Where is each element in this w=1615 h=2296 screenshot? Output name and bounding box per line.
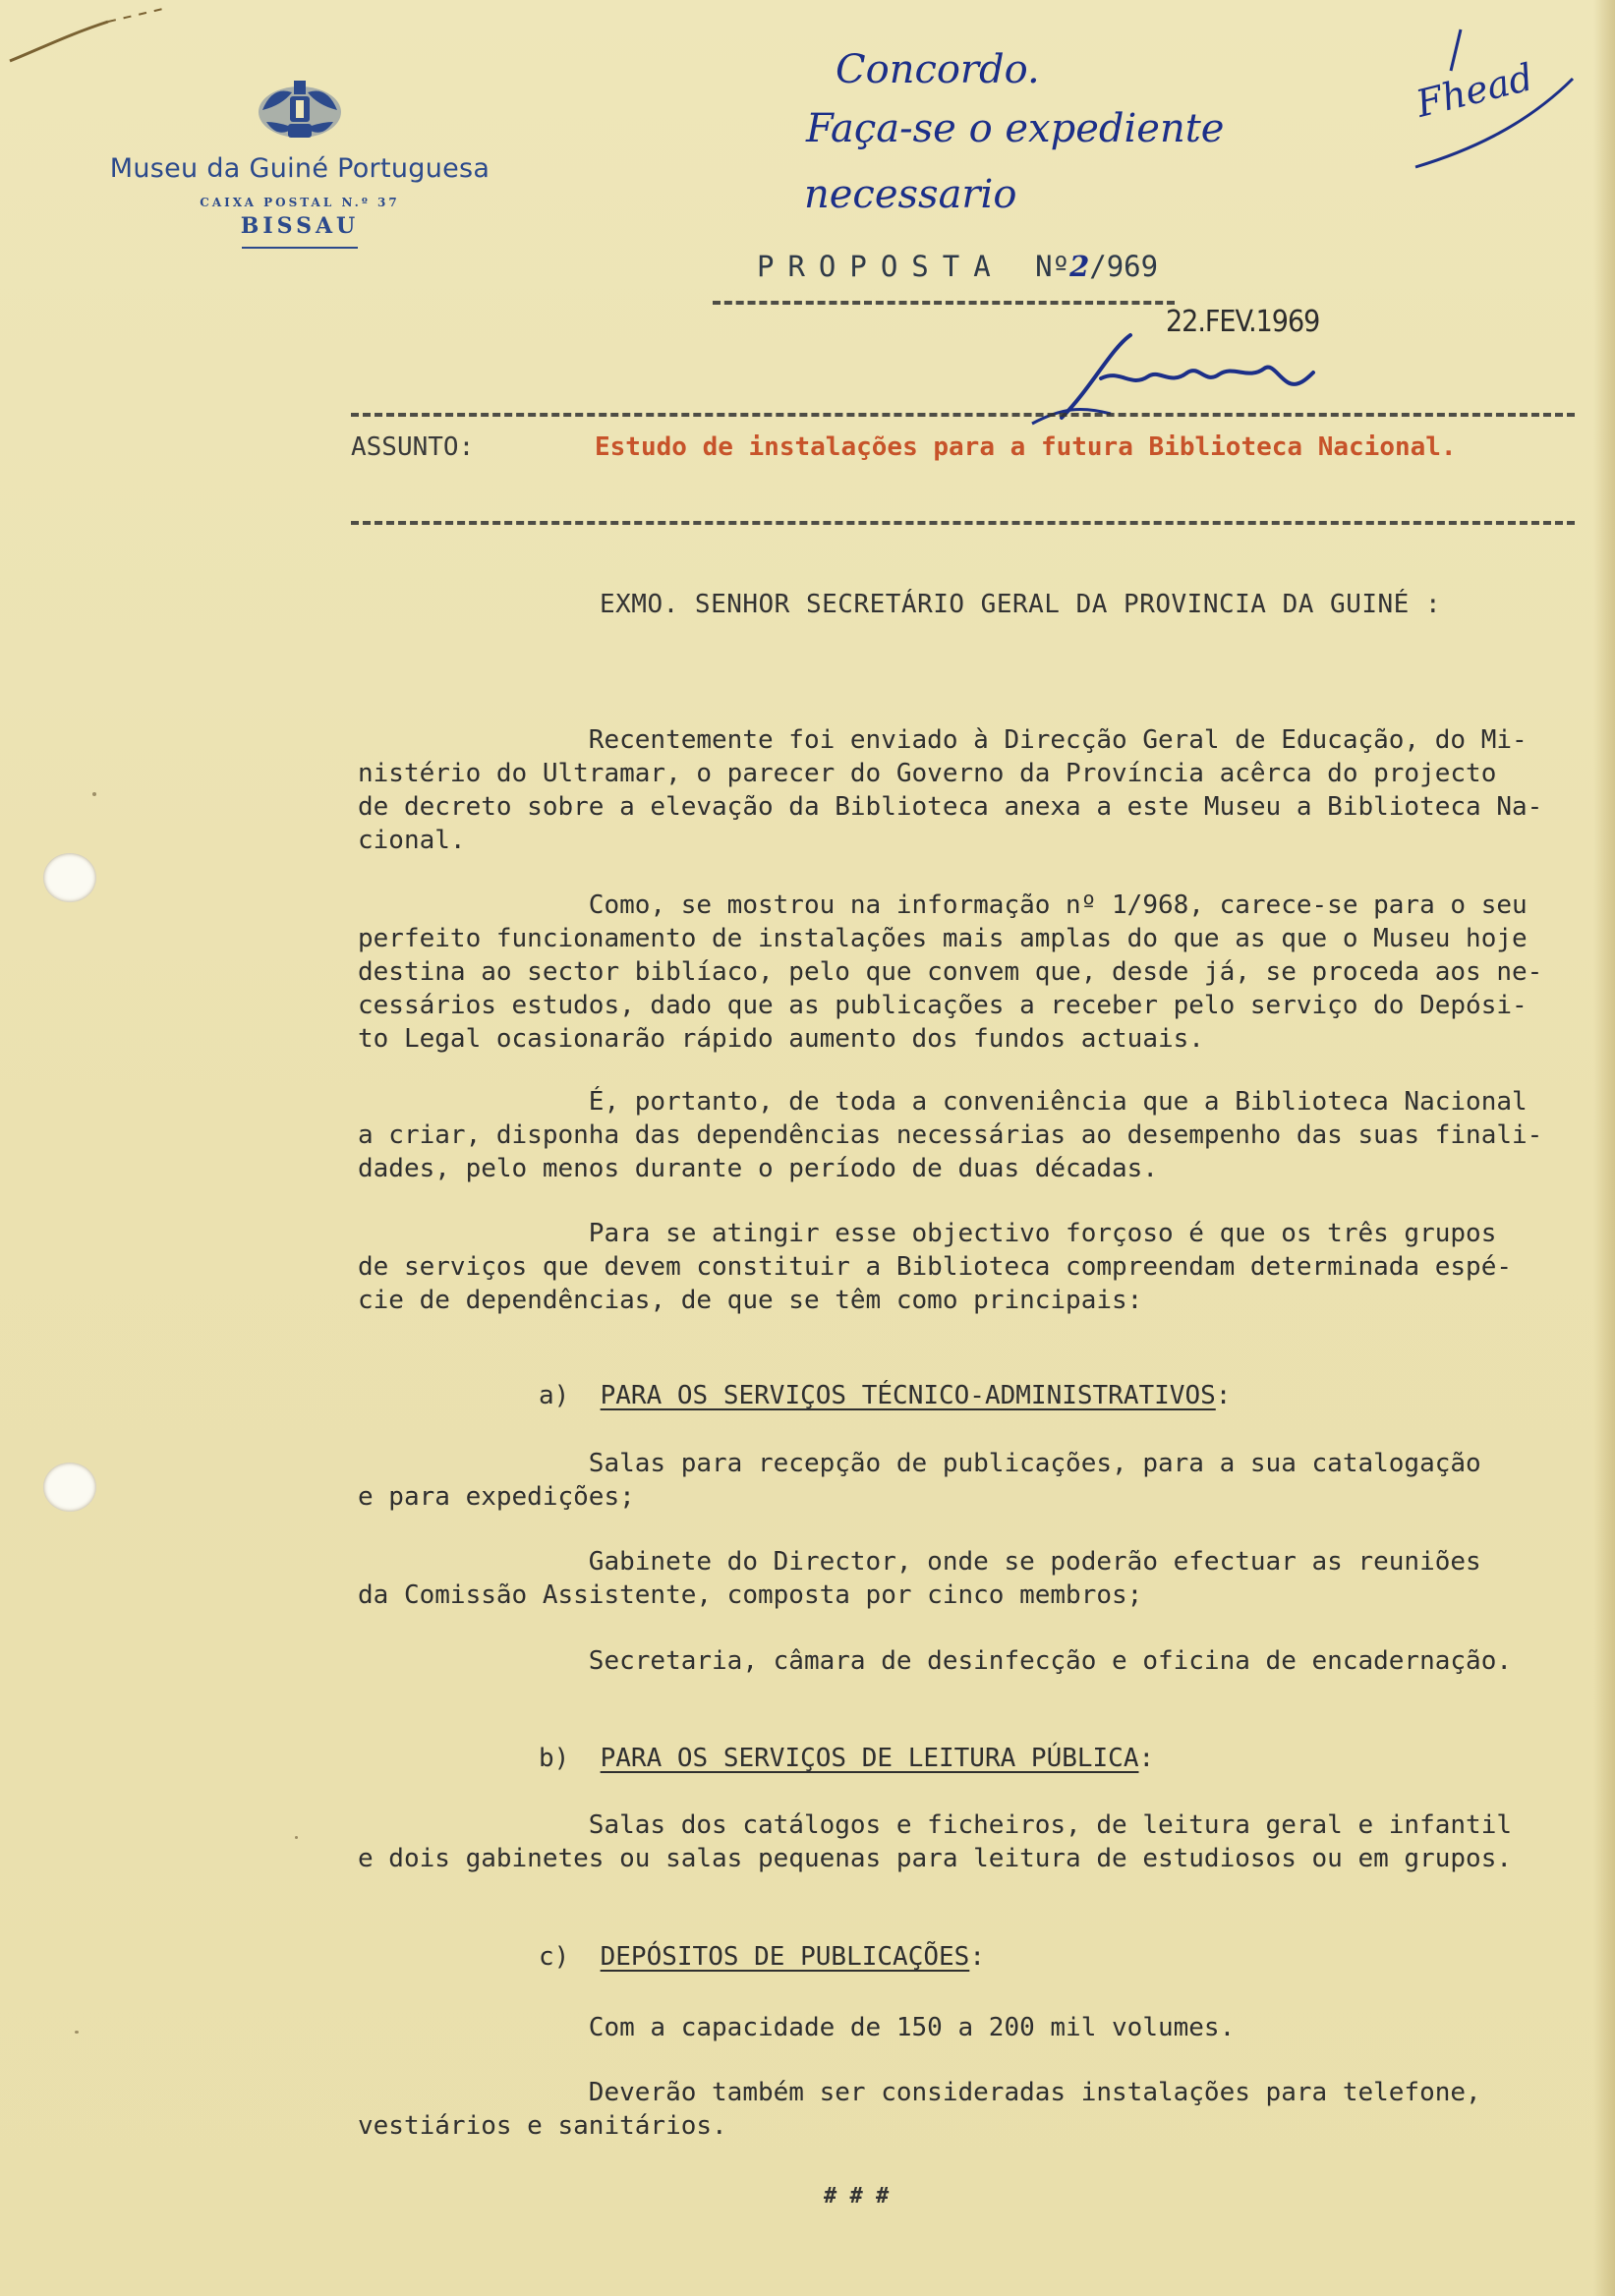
section-c-paragraph-2: Deverão também ser consideradas instalações para telefone, vestiários e sanitários. — [358, 2078, 1481, 2141]
footer-mark: # # # — [824, 2184, 890, 2209]
corner-pencil-mark — [0, 0, 187, 79]
subject-rule-bottom — [351, 521, 1575, 525]
section-c-letter: c) — [539, 1942, 570, 1972]
proposta-label: PROPOSTA — [757, 250, 1005, 283]
date-stamp: 22.FEV.1969 — [1166, 305, 1320, 339]
section-a-heading — [539, 1381, 1231, 1410]
proposta-number-handwritten: 2 — [1069, 250, 1090, 283]
section-a-colon: : — [1215, 1381, 1232, 1410]
paper-speck — [295, 1836, 298, 1839]
section-b-heading — [539, 1744, 1154, 1773]
paper-speck — [92, 792, 96, 796]
section-a-title: PARA OS SERVIÇOS TÉCNICO-ADMINISTRATIVOS — [600, 1381, 1216, 1410]
handwritten-flourish — [1406, 20, 1592, 187]
section-b-title: PARA OS SERVIÇOS DE LEITURA PÚBLICA — [600, 1744, 1139, 1773]
letterhead — [79, 71, 521, 249]
paragraph-1: Recentemente foi enviado à Direcção Geral de Educação, do Mi- nistério do Ultramar, o parecer do Governo da Província acêrca do projecto de decreto sobre a elevação da Biblioteca anexa a este Museu a Biblioteca Na- cional. — [358, 725, 1543, 855]
section-b-letter: b) — [539, 1744, 570, 1773]
section-a-paragraph-1: Salas para recepção de publicações, para a sua catalogação e para expedições; — [358, 1449, 1481, 1512]
letterhead-museum-name: Museu da Guiné Portuguesa — [109, 153, 490, 184]
letterhead-rule — [242, 247, 358, 249]
section-b-colon: : — [1138, 1744, 1155, 1773]
proposta-number-suffix: /969 — [1089, 250, 1159, 283]
section-c-title: DEPÓSITOS DE PUBLICAÇÕES — [600, 1942, 970, 1972]
subject-text: Estudo de instalações para a futura Biblioteca Nacional. — [595, 432, 1457, 462]
section-a-paragraph-3: Secretaria, câmara de desinfecção e oficina de encadernação. — [358, 1646, 1512, 1676]
proposta-underline — [713, 301, 1175, 305]
handwritten-approval-line-3: necessario — [804, 172, 1017, 217]
section-a-letter: a) — [539, 1381, 570, 1410]
subject-rule-top — [351, 413, 1575, 417]
paragraph-4: Para se atingir esse objectivo forçoso é que os três grupos de serviços que devem constituir a Biblioteca compreendam determinada espé- cie de dependências, de que se têm como principais: — [358, 1219, 1512, 1315]
paragraph-2: Como, se mostrou na informação nº 1/968, carece-se para o seu perfeito funcionamento de instalações mais amplas do que as que o Museu hoje destina ao sector biblíaco, pelo que convem que, desde já, se proceda aos ne- cessários estudos, dado que as publicações a receber pelo serviço do Depósi- to Legal ocasionarão rápido aumento dos fundos actuais. — [358, 890, 1543, 1054]
museum-crest-icon — [253, 71, 347, 149]
salutation: EXMO. SENHOR SECRETÁRIO GERAL DA PROVINCIA DA GUINÉ : — [600, 590, 1442, 619]
section-c-heading — [539, 1942, 985, 1972]
paper-edge — [1593, 0, 1615, 2296]
punch-hole-top — [43, 853, 96, 902]
section-c-paragraph-1: Com a capacidade de 150 a 200 mil volumes. — [358, 2013, 1236, 2042]
handwritten-approval-line-2: Faça-se o expediente — [806, 106, 1225, 151]
section-a-paragraph-2: Gabinete do Director, onde se poderão efectuar as reuniões da Comissão Assistente, composta por cinco membros; — [358, 1547, 1481, 1610]
section-b-paragraph-1: Salas dos catálogos e ficheiros, de leitura geral e infantil e dois gabinetes ou salas pequenas para leitura de estudiosos ou em grupos. — [358, 1810, 1512, 1873]
handwritten-initials: Fhead — [1412, 55, 1537, 126]
paragraph-3: É, portanto, de toda a conveniência que a Biblioteca Nacional a criar, disponha das dependências necessárias ao desempenho das suas finali- dades, pelo menos durante o período de duas décadas. — [358, 1087, 1543, 1183]
subject-label: ASSUNTO: — [351, 432, 475, 462]
letterhead-city: BISSAU — [240, 213, 360, 239]
punch-hole-bottom — [43, 1463, 96, 1512]
letterhead-postal-box: CAIXA POSTAL N.º 37 — [200, 196, 400, 209]
proposta-number-prefix: Nº — [1035, 250, 1070, 283]
section-c-colon: : — [969, 1942, 985, 1972]
paper-speck — [75, 2031, 79, 2034]
proposta-heading — [757, 250, 1158, 283]
handwritten-approval-line-1: Concordo. — [836, 47, 1040, 92]
